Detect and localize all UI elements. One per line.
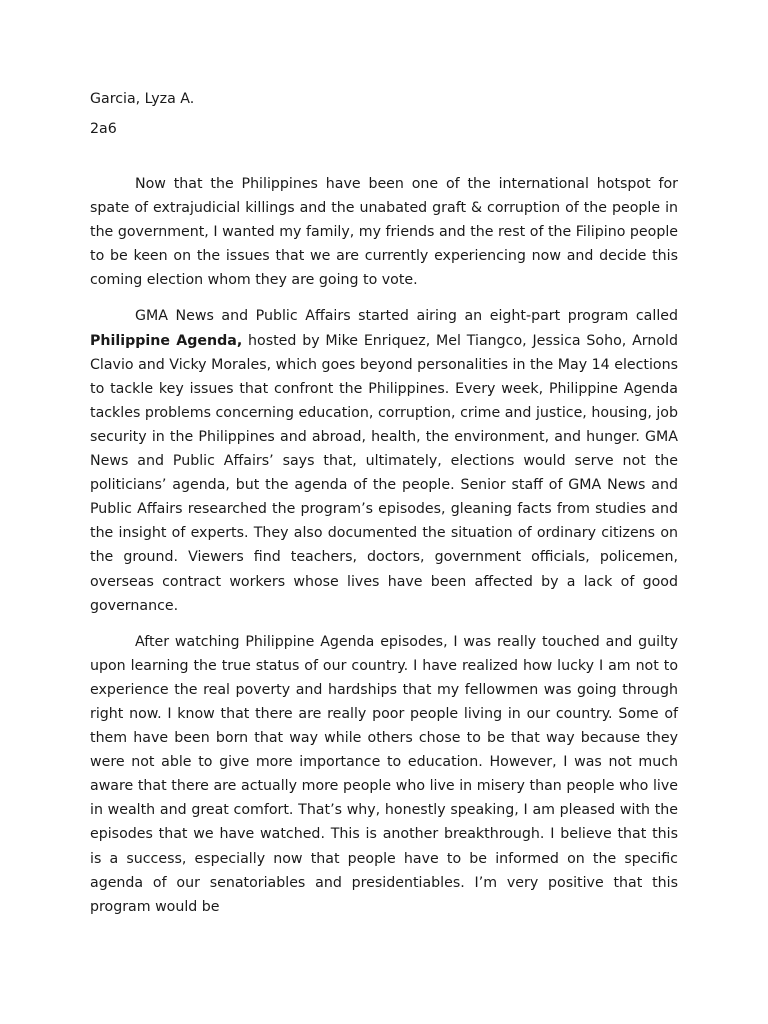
section-label: 2a6: [90, 121, 117, 137]
author-name: Garcia, Lyza A.: [90, 91, 195, 107]
paragraph-program-lead: GMA News and Public Affairs started airing an eight-part program called: [135, 308, 678, 325]
paragraph-program-text: hosted by Mike Enriquez, Mel Tiangco, Jessica Soho, Arnold Clavio and Vicky Morales, which goes beyond personalities in the May 14 elections to tackle key issues that confront the Philippines. Every week, Philippine Agenda tackles problems concerning education, corruption, crime and justice, housing, job security in the Philippines and abroad, health, the environment, and hunger. GMA News and Public Affairs’ says that, ultimately, elections would serve not the politicians’ agenda, but the agenda of the people. Senior staff of GMA News and Public Affairs researched the program’s episodes, gleaning facts from studies and the insight of experts. They also documented the situation of ordinary citizens on the ground. Viewers find teachers, doctors, government officials, policemen, overseas contract workers whose lives have been affected by a lack of good governance.: [90, 332, 678, 614]
paragraph-reflection: After watching Philippine Agenda episodes, I was really touched and guilty upon learning the true status of our country. I have realized how lucky I am not to experience the real poverty and hardships that my fellowmen was going through right now. I know that there are really poor people living in our country. Some of them have been born that way while others chose to be that way because they were not able to give more importance to education. However, I was not much aware that there are actually more people who live in misery than people who live in wealth and great comfort. That’s why, honestly speaking, I am pleased with the episodes that we have watched. This is another breakthrough. I believe that this is a success, especially now that people have to be informed on the specific agenda of our senatoriables and presidentiables. I’m very positive that this program would be: [90, 633, 678, 915]
program-title: Philippine Agenda,: [90, 332, 243, 349]
essay-body: [90, 172, 678, 931]
paragraph-intro: Now that the Philippines have been one of the international hotspot for spate of extrajudicial killings and the unabated graft & corruption of the people in the government, I wanted my family, my friends and the rest of the Filipino people to be keen on the issues that we are currently experiencing now and decide this coming election whom they are going to vote.: [90, 176, 678, 289]
paragraph-program: [90, 304, 678, 617]
